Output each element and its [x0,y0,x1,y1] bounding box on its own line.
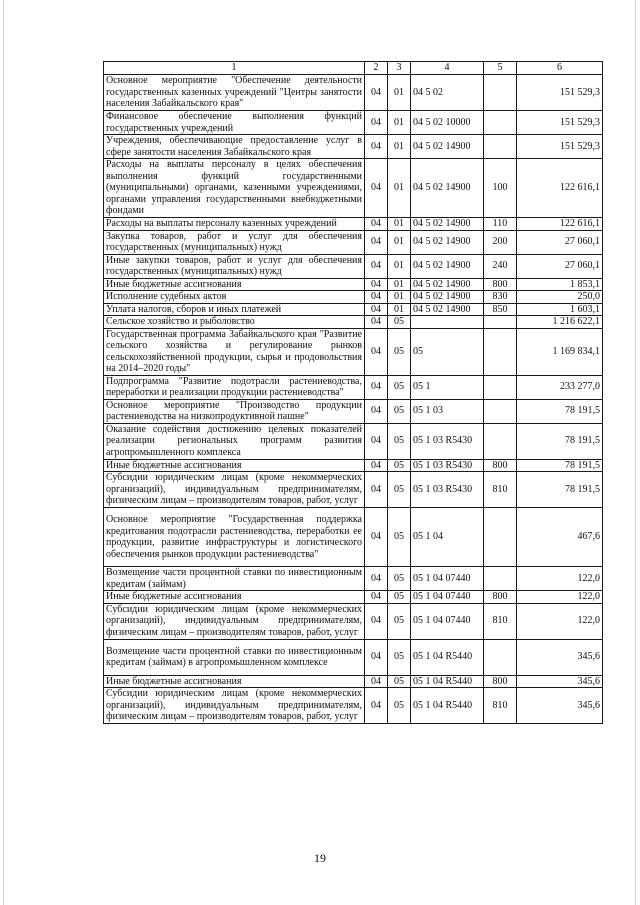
row-section: 04 [365,218,388,231]
row-amount: 345,6 [517,639,603,675]
header-col-2: 2 [365,62,388,75]
row-name: Субсидии юридическим лицам (кроме некоммерческих организаций), индивидуальным предпринимателям, физическим лицам – производителям товаров, работ, услуг [104,603,365,639]
row-amount: 151 529,3 [517,75,603,111]
row-target-code: 04 5 02 14900 [411,254,484,278]
row-expense-type: 100 [484,159,517,218]
row-name: Основное мероприятие "Обеспечение деятельности государственных казенных учреждений "Центры занятости населения Забайкальского края" [104,75,365,111]
row-expense-type [484,316,517,329]
row-subsection: 05 [388,423,411,459]
row-target-code: 04 5 02 14900 [411,303,484,316]
row-section: 04 [365,75,388,111]
table-row [104,639,603,675]
table-row [104,135,603,159]
row-expense-type: 800 [484,459,517,472]
header-col-4: 4 [411,62,484,75]
row-target-code: 05 [411,328,484,375]
header-col-1: 1 [104,62,365,75]
row-section: 04 [365,375,388,399]
row-name: Иные бюджетные ассигнования [104,675,365,688]
row-section: 04 [365,291,388,304]
row-expense-type: 810 [484,472,517,508]
row-amount: 151 529,3 [517,111,603,135]
row-target-code: 04 5 02 10000 [411,111,484,135]
row-amount: 1 216 622,1 [517,316,603,329]
row-subsection: 05 [388,459,411,472]
row-target-code: 04 5 02 14900 [411,159,484,218]
table-row [104,508,603,567]
row-name: Иные закупки товаров, работ и услуг для обеспечения государственных (муниципальных) нужд [104,254,365,278]
row-section: 04 [365,688,388,724]
row-name: Исполнение судебных актов [104,291,365,304]
table-row [104,328,603,375]
row-subsection: 05 [388,567,411,591]
row-subsection: 05 [388,603,411,639]
row-name: Расходы на выплаты персоналу в целях обеспечения выполнения функций государственными (муниципальными) органами, казенными учреждениями, органами управления государственными внебюджетными фондами [104,159,365,218]
row-target-code: 05 1 04 R5440 [411,675,484,688]
row-section: 04 [365,459,388,472]
row-target-code: 05 1 03 R5430 [411,472,484,508]
row-amount: 122,0 [517,591,603,604]
row-section: 04 [365,603,388,639]
row-section: 04 [365,472,388,508]
row-name: Уплата налогов, сборов и иных платежей [104,303,365,316]
row-expense-type [484,328,517,375]
row-amount: 1 169 834,1 [517,328,603,375]
row-section: 04 [365,254,388,278]
table-row [104,316,603,329]
row-subsection: 05 [388,639,411,675]
header-col-3: 3 [388,62,411,75]
row-name: Иные бюджетные ассигнования [104,459,365,472]
row-expense-type: 800 [484,675,517,688]
budget-table [103,61,603,724]
row-subsection: 01 [388,254,411,278]
row-subsection: 05 [388,399,411,423]
row-target-code: 05 1 03 R5430 [411,423,484,459]
row-section: 04 [365,230,388,254]
row-target-code: 04 5 02 14900 [411,135,484,159]
table-row [104,291,603,304]
row-expense-type [484,75,517,111]
row-expense-type [484,508,517,567]
row-amount: 122,0 [517,567,603,591]
row-target-code: 04 5 02 14900 [411,278,484,291]
row-name: Сельское хозяйство и рыболовство [104,316,365,329]
row-name: Возмещение части процентной ставки по инвестиционным кредитам (займам) в агропромышленном комплексе [104,639,365,675]
row-amount: 233 277,0 [517,375,603,399]
header-col-5: 5 [484,62,517,75]
row-target-code: 04 5 02 14900 [411,218,484,231]
header-col-6: 6 [517,62,603,75]
row-target-code: 04 5 02 [411,75,484,111]
row-target-code: 05 1 04 07440 [411,603,484,639]
row-section: 04 [365,135,388,159]
row-section: 04 [365,399,388,423]
row-section: 04 [365,316,388,329]
table-row [104,688,603,724]
row-name: Государственная программа Забайкальского края "Развитие сельского хозяйства и регулирование рынков сельскохозяйственной продукции, сырья и продовольствия на 2014–2020 годы" [104,328,365,375]
row-amount: 122,0 [517,603,603,639]
row-section: 04 [365,567,388,591]
row-name: Финансовое обеспечение выполнения функций государственных учреждений [104,111,365,135]
row-amount: 78 191,5 [517,459,603,472]
row-amount: 122 616,1 [517,218,603,231]
row-amount: 250,0 [517,291,603,304]
row-amount: 151 529,3 [517,135,603,159]
row-target-code: 05 1 04 [411,508,484,567]
row-amount: 1 603,1 [517,303,603,316]
row-expense-type [484,567,517,591]
row-name: Субсидии юридическим лицам (кроме некоммерческих организаций), индивидуальным предпринимателям, физическим лицам – производителям товаров, работ, услуг [104,472,365,508]
row-name: Учреждения, обеспечивающие предоставление услуг в сфере занятости населения Забайкальского края [104,135,365,159]
table-row [104,591,603,604]
row-amount: 345,6 [517,675,603,688]
row-target-code: 05 1 04 R5440 [411,688,484,724]
table-row [104,567,603,591]
row-expense-type: 110 [484,218,517,231]
row-amount: 78 191,5 [517,399,603,423]
row-amount: 78 191,5 [517,423,603,459]
row-section: 04 [365,328,388,375]
row-subsection: 05 [388,591,411,604]
row-target-code: 04 5 02 14900 [411,291,484,304]
row-expense-type [484,111,517,135]
table-row [104,230,603,254]
table-row [104,75,603,111]
table-row [104,218,603,231]
row-subsection: 01 [388,291,411,304]
table-header-row [104,62,603,75]
row-expense-type [484,423,517,459]
table-row [104,375,603,399]
row-expense-type [484,375,517,399]
row-name: Расходы на выплаты персоналу казенных учреждений [104,218,365,231]
row-expense-type [484,399,517,423]
row-subsection: 01 [388,135,411,159]
table-row [104,159,603,218]
row-target-code: 05 1 04 R5440 [411,639,484,675]
row-name: Основное мероприятие "Производство продукции растениеводства на низкопродуктивной пашне" [104,399,365,423]
row-target-code: 05 1 04 07440 [411,567,484,591]
table-row [104,303,603,316]
row-expense-type: 810 [484,688,517,724]
row-name: Субсидии юридическим лицам (кроме некоммерческих организаций), индивидуальным предпринимателям, физическим лицам – производителям товаров, работ, услуг [104,688,365,724]
row-amount: 467,6 [517,508,603,567]
row-section: 04 [365,278,388,291]
row-subsection: 05 [388,328,411,375]
row-name: Иные бюджетные ассигнования [104,591,365,604]
row-name: Иные бюджетные ассигнования [104,278,365,291]
row-target-code: 05 1 [411,375,484,399]
row-expense-type: 830 [484,291,517,304]
table-row [104,111,603,135]
row-subsection: 05 [388,375,411,399]
row-expense-type: 800 [484,278,517,291]
row-subsection: 01 [388,75,411,111]
row-subsection: 01 [388,111,411,135]
row-subsection: 01 [388,218,411,231]
row-subsection: 05 [388,675,411,688]
row-expense-type: 200 [484,230,517,254]
row-name: Оказание содействия достижению целевых показателей реализации региональных программ развития агропромышленного комплекса [104,423,365,459]
row-section: 04 [365,423,388,459]
row-amount: 78 191,5 [517,472,603,508]
row-name: Возмещение части процентной ставки по инвестиционным кредитам (займам) [104,567,365,591]
row-section: 04 [365,591,388,604]
row-name: Закупка товаров, работ и услуг для обеспечения государственных (муниципальных) нужд [104,230,365,254]
row-section: 04 [365,159,388,218]
table-row [104,423,603,459]
row-subsection: 01 [388,303,411,316]
row-target-code: 05 1 04 07440 [411,591,484,604]
row-expense-type [484,135,517,159]
table-row [104,472,603,508]
scan-edge-left [3,0,4,905]
row-section: 04 [365,303,388,316]
row-expense-type: 810 [484,603,517,639]
table-row [104,675,603,688]
row-target-code [411,316,484,329]
row-expense-type [484,639,517,675]
row-subsection: 01 [388,230,411,254]
row-amount: 1 853,1 [517,278,603,291]
row-name: Подпрограмма "Развитие подотрасли растениеводства, переработки и реализации продукции растениеводства" [104,375,365,399]
table-row [104,254,603,278]
scan-edge-right [635,0,636,905]
row-amount: 27 060,1 [517,254,603,278]
row-section: 04 [365,639,388,675]
row-subsection: 01 [388,278,411,291]
row-section: 04 [365,508,388,567]
row-amount: 27 060,1 [517,230,603,254]
table-row [104,278,603,291]
row-subsection: 05 [388,472,411,508]
row-amount: 122 616,1 [517,159,603,218]
page-number: 19 [314,851,326,865]
row-expense-type: 800 [484,591,517,604]
table-row [104,459,603,472]
row-target-code: 05 1 03 R5430 [411,459,484,472]
row-name: Основное мероприятие "Государственная поддержка кредитования подотрасли растениеводства, переработки ее продукции, развитие инфраструктуры и логистического обеспечения рынков продукции растениеводства" [104,508,365,567]
row-target-code: 05 1 03 [411,399,484,423]
row-section: 04 [365,111,388,135]
row-subsection: 05 [388,688,411,724]
row-expense-type: 850 [484,303,517,316]
row-subsection: 01 [388,159,411,218]
row-subsection: 05 [388,508,411,567]
row-subsection: 05 [388,316,411,329]
row-section: 04 [365,675,388,688]
row-target-code: 04 5 02 14900 [411,230,484,254]
table-row [104,603,603,639]
table-row [104,399,603,423]
row-expense-type: 240 [484,254,517,278]
row-amount: 345,6 [517,688,603,724]
